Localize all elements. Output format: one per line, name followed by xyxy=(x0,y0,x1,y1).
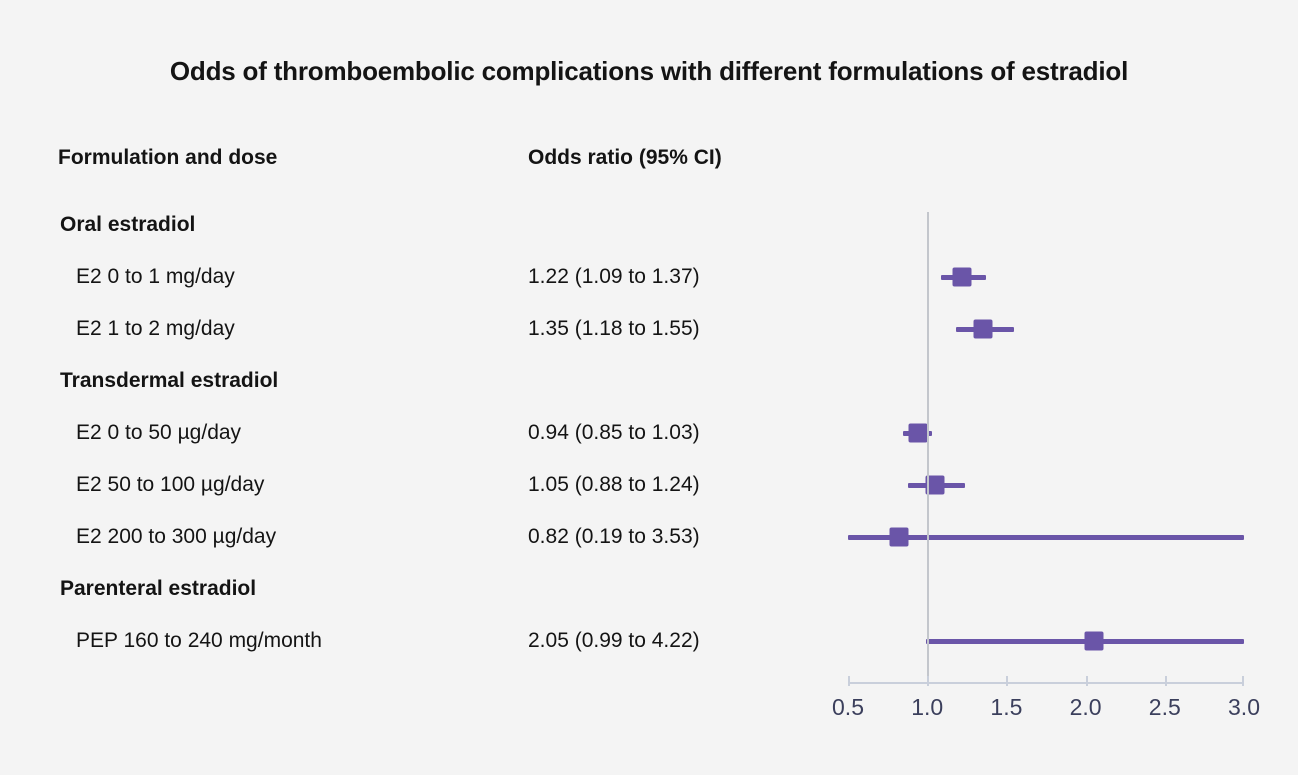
odds-ratio-point-marker xyxy=(908,424,927,443)
x-axis-tick xyxy=(1086,676,1088,686)
column-header-formulation: Formulation and dose xyxy=(58,146,278,169)
column-header-odds-ratio: Odds ratio (95% CI) xyxy=(528,146,722,169)
group-label: Oral estradiol xyxy=(60,213,196,236)
x-axis-tick xyxy=(1006,676,1008,686)
page-title: Odds of thromboembolic complications with different formulations of estradiol xyxy=(169,56,1129,86)
row-label: E2 50 to 100 µg/day xyxy=(76,473,265,496)
row-label: E2 1 to 2 mg/day xyxy=(76,317,235,340)
row-label: E2 200 to 300 µg/day xyxy=(76,525,277,548)
x-axis-tick-label: 1.0 xyxy=(911,694,944,720)
row-odds-ratio-value: 1.05 (0.88 to 1.24) xyxy=(528,473,700,496)
x-axis-tick-label: 0.5 xyxy=(832,694,864,720)
plot-area xyxy=(848,212,1244,684)
x-axis-line xyxy=(848,682,1244,684)
x-axis-tick xyxy=(927,676,929,686)
group-label: Transdermal estradiol xyxy=(60,369,279,392)
odds-ratio-point-marker xyxy=(889,528,908,547)
x-axis-tick xyxy=(1242,676,1244,686)
odds-ratio-point-marker xyxy=(1084,632,1103,651)
x-axis-tick-label: 1.5 xyxy=(990,694,1023,720)
x-axis-tick xyxy=(1165,676,1167,686)
x-axis-tick-label: 3.0 xyxy=(1228,694,1260,720)
group-label: Parenteral estradiol xyxy=(60,577,257,600)
reference-line xyxy=(927,212,929,684)
x-axis-tick xyxy=(848,676,850,686)
x-axis-tick-label: 2.5 xyxy=(1148,694,1181,720)
odds-ratio-point-marker xyxy=(953,268,972,287)
row-odds-ratio-value: 1.22 (1.09 to 1.37) xyxy=(528,265,700,288)
row-odds-ratio-value: 0.94 (0.85 to 1.03) xyxy=(528,421,700,444)
row-odds-ratio-value: 2.05 (0.99 to 4.22) xyxy=(528,629,700,652)
odds-ratio-point-marker xyxy=(973,320,992,339)
row-odds-ratio-value: 0.82 (0.19 to 3.53) xyxy=(528,525,700,548)
row-odds-ratio-value: 1.35 (1.18 to 1.55) xyxy=(528,317,700,340)
row-label: PEP 160 to 240 mg/month xyxy=(76,629,322,652)
row-label: E2 0 to 1 mg/day xyxy=(76,265,235,288)
x-axis-tick-label: 2.0 xyxy=(1069,694,1102,720)
row-label: E2 0 to 50 µg/day xyxy=(76,421,242,444)
